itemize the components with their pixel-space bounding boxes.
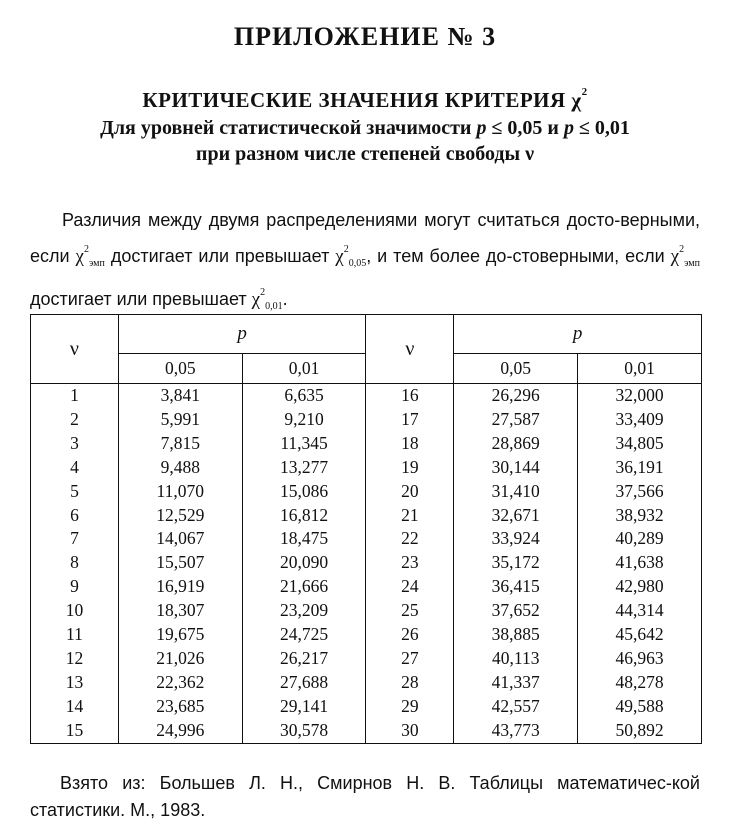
value-005-cell: 12,529 bbox=[118, 504, 242, 528]
dof-cell: 10 bbox=[31, 599, 119, 623]
intro-text-2: достигает или превышает bbox=[110, 246, 330, 266]
value-005-cell: 41,337 bbox=[454, 671, 578, 695]
table-subtitle-dof: при разном числе степеней свободы ν bbox=[195, 143, 535, 165]
value-005-cell: 11,070 bbox=[118, 480, 242, 504]
dof-cell: 17 bbox=[366, 408, 454, 432]
alpha-005-header: 0,05 bbox=[454, 353, 578, 383]
value-001-cell: 16,812 bbox=[242, 504, 366, 528]
chi-subscript-emp: эмп bbox=[684, 258, 700, 269]
dof-cell: 4 bbox=[31, 456, 119, 480]
value-001-cell: 15,086 bbox=[242, 480, 366, 504]
dof-cell: 22 bbox=[366, 527, 454, 551]
dof-cell: 16 bbox=[366, 384, 454, 408]
table-title bbox=[0, 88, 730, 113]
value-001-cell: 24,725 bbox=[242, 623, 366, 647]
value-001-cell: 44,314 bbox=[615, 600, 664, 621]
table-row bbox=[31, 647, 702, 671]
value-005-cell: 9,488 bbox=[118, 456, 242, 480]
value-001-cell: 36,191 bbox=[615, 456, 664, 477]
dof-cell: 15 bbox=[31, 719, 119, 743]
value-001-cell: 41,638 bbox=[615, 552, 664, 573]
p-symbol: p bbox=[563, 117, 574, 139]
alpha-005-header: 0,05 bbox=[118, 353, 242, 383]
value-001-cell: 38,932 bbox=[615, 504, 664, 525]
value-005-cell: 28,869 bbox=[454, 432, 578, 456]
value-005-cell: 30,144 bbox=[454, 456, 578, 480]
value-001-cell: 33,409 bbox=[615, 408, 664, 429]
table-row bbox=[31, 408, 702, 432]
value-005-cell: 32,671 bbox=[454, 504, 578, 528]
dof-cell: 23 bbox=[366, 551, 454, 575]
dof-cell: 9 bbox=[31, 575, 119, 599]
appendix-title: ПРИЛОЖЕНИЕ № 3 bbox=[233, 22, 497, 51]
table-row bbox=[31, 384, 702, 408]
level-001: ≤ 0,01 bbox=[578, 117, 630, 139]
value-001-cell: 20,090 bbox=[242, 551, 366, 575]
critical-values-table bbox=[30, 314, 702, 744]
value-001-cell: 45,642 bbox=[615, 624, 664, 645]
table-row bbox=[31, 599, 702, 623]
dof-cell: 7 bbox=[31, 527, 119, 551]
table-row bbox=[31, 695, 702, 719]
value-001-cell: 27,688 bbox=[242, 671, 366, 695]
value-005-cell: 27,587 bbox=[454, 408, 578, 432]
table-row bbox=[31, 623, 702, 647]
value-005-cell: 38,885 bbox=[454, 623, 578, 647]
table-row bbox=[31, 456, 702, 480]
value-005-cell: 37,652 bbox=[454, 599, 578, 623]
table-row bbox=[31, 671, 702, 695]
chi-001 bbox=[252, 289, 283, 310]
p-header: p bbox=[118, 315, 366, 354]
chi-emp bbox=[671, 246, 700, 267]
intro-paragraph bbox=[30, 206, 700, 321]
value-005-cell: 19,675 bbox=[118, 623, 242, 647]
dof-cell: 11 bbox=[31, 623, 119, 647]
chi-square-superscript: 2 bbox=[581, 86, 588, 98]
chi-power: 2 bbox=[260, 287, 266, 298]
intro-text-3: , и тем более до-стоверными, если bbox=[366, 246, 665, 266]
table-subtitle-significance bbox=[0, 117, 730, 140]
value-001-cell: 40,289 bbox=[615, 528, 664, 549]
nu-header: ν bbox=[366, 315, 454, 384]
dof-cell: 5 bbox=[31, 480, 119, 504]
value-005-cell: 40,113 bbox=[454, 647, 578, 671]
table-row bbox=[31, 504, 702, 528]
dof-cell: 6 bbox=[31, 504, 119, 528]
chi-symbol: χ bbox=[335, 246, 344, 267]
value-005-cell: 36,415 bbox=[454, 575, 578, 599]
value-001-cell: 48,278 bbox=[615, 671, 664, 692]
chi-power: 2 bbox=[343, 244, 349, 255]
value-001-cell: 9,210 bbox=[242, 408, 366, 432]
value-001-cell: 32,000 bbox=[615, 385, 664, 405]
dof-cell: 24 bbox=[366, 575, 454, 599]
chi-subscript-001: 0,01 bbox=[265, 301, 283, 312]
dof-cell: 30 bbox=[366, 719, 454, 743]
value-001-cell: 50,892 bbox=[615, 719, 664, 740]
value-001-cell: 6,635 bbox=[242, 384, 366, 408]
source-citation bbox=[30, 770, 700, 824]
value-005-cell: 15,507 bbox=[118, 551, 242, 575]
table-row bbox=[31, 551, 702, 575]
table-row bbox=[31, 527, 702, 551]
value-005-cell: 22,362 bbox=[118, 671, 242, 695]
value-001-cell: 46,963 bbox=[615, 647, 664, 668]
dof-cell: 1 bbox=[31, 384, 119, 408]
value-005-cell: 16,919 bbox=[118, 575, 242, 599]
alpha-001-header: 0,01 bbox=[242, 353, 366, 383]
alpha-001-header: 0,01 bbox=[578, 353, 702, 383]
chi-symbol: χ bbox=[75, 246, 84, 267]
dof-cell: 21 bbox=[366, 504, 454, 528]
value-005-cell: 42,557 bbox=[454, 695, 578, 719]
chi-emp bbox=[76, 246, 105, 267]
chi-subscript-emp: эмп bbox=[88, 258, 105, 269]
chi-power: 2 bbox=[679, 244, 685, 255]
value-001-cell: 42,980 bbox=[615, 576, 664, 597]
value-001-cell: 49,588 bbox=[615, 695, 664, 716]
level-005: ≤ 0,05 и bbox=[491, 117, 559, 139]
chi-symbol: χ bbox=[251, 289, 261, 310]
dof-cell: 13 bbox=[31, 671, 119, 695]
dof-cell: 27 bbox=[366, 647, 454, 671]
table-row bbox=[31, 432, 702, 456]
dof-cell: 20 bbox=[366, 480, 454, 504]
dof-cell: 18 bbox=[366, 432, 454, 456]
table-body bbox=[31, 384, 702, 744]
source-text: Взято из: Большев Л. Н., Смирнов Н. В. Таблицы математичес-кой статистики. М., 1983. bbox=[30, 773, 700, 820]
value-001-cell: 29,141 bbox=[242, 695, 366, 719]
value-001-cell: 11,345 bbox=[242, 432, 366, 456]
value-005-cell: 23,685 bbox=[118, 695, 242, 719]
subtitle-text: Для уровней статистической значимости bbox=[100, 117, 472, 139]
value-005-cell: 43,773 bbox=[454, 719, 578, 743]
nu-header: ν bbox=[31, 315, 119, 384]
value-001-cell: 18,475 bbox=[242, 527, 366, 551]
table-title-text: КРИТИЧЕСКИЕ ЗНАЧЕНИЯ КРИТЕРИЯ χ bbox=[142, 88, 582, 112]
intro-text-4: достигает или превышает bbox=[30, 289, 247, 309]
intro-text-1: Различия между двумя распределениями могут считаться досто-верными, если bbox=[30, 210, 700, 266]
dof-cell: 19 bbox=[366, 456, 454, 480]
chi-symbol: χ bbox=[670, 246, 680, 267]
table-row bbox=[31, 719, 702, 743]
value-005-cell: 33,924 bbox=[454, 527, 578, 551]
value-005-cell: 7,815 bbox=[118, 432, 242, 456]
chi-005 bbox=[335, 246, 366, 267]
value-001-cell: 21,666 bbox=[242, 575, 366, 599]
value-005-cell: 35,172 bbox=[454, 551, 578, 575]
table-row bbox=[31, 480, 702, 504]
dof-cell: 2 bbox=[31, 408, 119, 432]
value-001-cell: 30,578 bbox=[242, 719, 366, 743]
dof-cell: 14 bbox=[31, 695, 119, 719]
dof-cell: 26 bbox=[366, 623, 454, 647]
value-001-cell: 23,209 bbox=[242, 599, 366, 623]
value-001-cell: 13,277 bbox=[242, 456, 366, 480]
dof-cell: 12 bbox=[31, 647, 119, 671]
p-symbol: p bbox=[476, 117, 487, 139]
chi-power: 2 bbox=[83, 244, 89, 255]
chi-subscript-005: 0,05 bbox=[348, 258, 367, 269]
value-001-cell: 37,566 bbox=[615, 480, 664, 501]
value-005-cell: 18,307 bbox=[118, 599, 242, 623]
dof-cell: 29 bbox=[366, 695, 454, 719]
value-005-cell: 3,841 bbox=[118, 384, 242, 408]
value-005-cell: 5,991 bbox=[118, 408, 242, 432]
value-005-cell: 14,067 bbox=[118, 527, 242, 551]
value-001-cell: 26,217 bbox=[242, 647, 366, 671]
table-row bbox=[31, 575, 702, 599]
intro-text-5: . bbox=[282, 289, 288, 309]
dof-cell: 8 bbox=[31, 551, 119, 575]
dof-cell: 25 bbox=[366, 599, 454, 623]
value-005-cell: 26,296 bbox=[454, 384, 578, 408]
value-005-cell: 31,410 bbox=[454, 480, 578, 504]
value-005-cell: 24,996 bbox=[118, 719, 242, 743]
value-001-cell: 34,805 bbox=[615, 432, 664, 453]
dof-cell: 28 bbox=[366, 671, 454, 695]
dof-cell: 3 bbox=[31, 432, 119, 456]
value-005-cell: 21,026 bbox=[118, 647, 242, 671]
p-header: p bbox=[454, 315, 702, 354]
